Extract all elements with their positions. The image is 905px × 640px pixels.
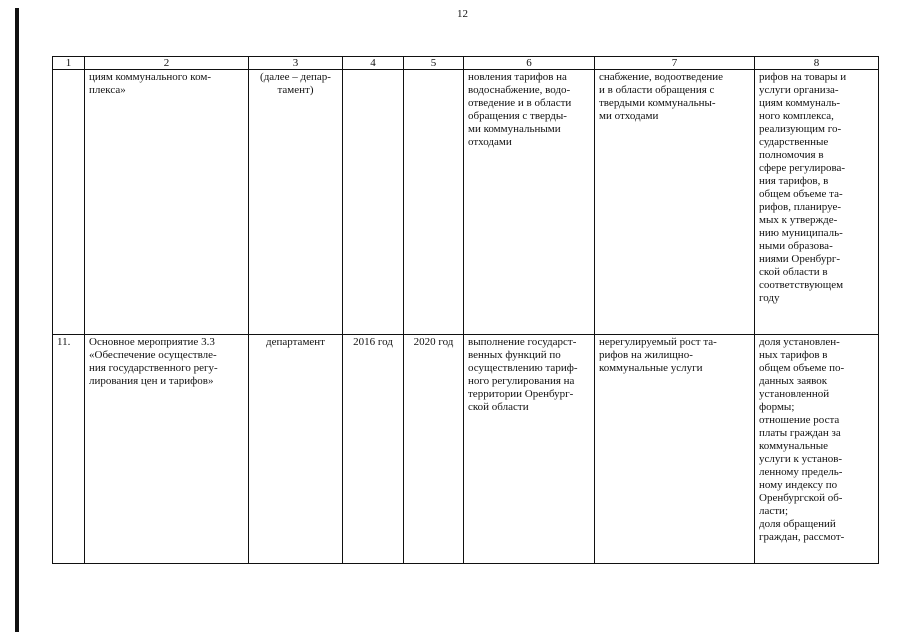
start-year-cell: 2016 год <box>343 335 404 564</box>
indicators-cell: рифов на товары и услуги организа- циям коммуналь- ного комплекса, реализующим го- сударственные полномочия в сфере регулирова- ния тарифов, в общем объеме та- рифов, планируе- мых к утвержде- нию муниципаль- ными образова- ниями Оренбург- ской области в соответствующем году <box>755 70 879 335</box>
header-cell: 8 <box>755 57 879 70</box>
page-number: 12 <box>457 8 468 20</box>
executor-cell: департамент <box>249 335 343 564</box>
measure-name-cell: Основное мероприятие 3.3 «Обеспечение осуществле- ния государственного регу- лирования цен и тарифов» <box>85 335 249 564</box>
header-cell: 7 <box>595 57 755 70</box>
table-row <box>53 335 879 564</box>
expected-result-cell: выполнение государст- венных функций по осуществлению тариф- ного регулирования на территории Оренбург- ской области <box>464 335 595 564</box>
binding-bar <box>15 8 19 632</box>
end-year-cell <box>404 70 464 335</box>
row-number-cell <box>53 70 85 335</box>
header-cell: 2 <box>85 57 249 70</box>
consequences-cell: снабжение, водоотведение и в области обращения с твердыми коммунальны- ми отходами <box>595 70 755 335</box>
header-cell: 1 <box>53 57 85 70</box>
start-year-cell <box>343 70 404 335</box>
measure-name-cell: циям коммунального ком- плекса» <box>85 70 249 335</box>
header-cell: 4 <box>343 57 404 70</box>
executor-cell: (далее – депар- тамент) <box>249 70 343 335</box>
header-row <box>53 57 879 70</box>
consequences-cell: нерегулируемый рост та- рифов на жилищно- коммунальные услуги <box>595 335 755 564</box>
end-year-cell: 2020 год <box>404 335 464 564</box>
indicators-cell: доля установлен- ных тарифов в общем объеме по- данных заявок установленной формы; отношение роста платы граждан за коммунальные услуги к установ- ленному предель- ному индексу по Оренбургской об- ласти; доля обращений граждан, рассмот- <box>755 335 879 564</box>
header-cell: 6 <box>464 57 595 70</box>
header-cell: 5 <box>404 57 464 70</box>
row-number-cell: 11. <box>53 335 85 564</box>
table-row <box>53 70 879 335</box>
program-measures-table <box>52 56 879 564</box>
header-cell: 3 <box>249 57 343 70</box>
expected-result-cell: новления тарифов на водоснабжение, водо- отведение и в области обращения с тверды- ми коммунальными отходами <box>464 70 595 335</box>
